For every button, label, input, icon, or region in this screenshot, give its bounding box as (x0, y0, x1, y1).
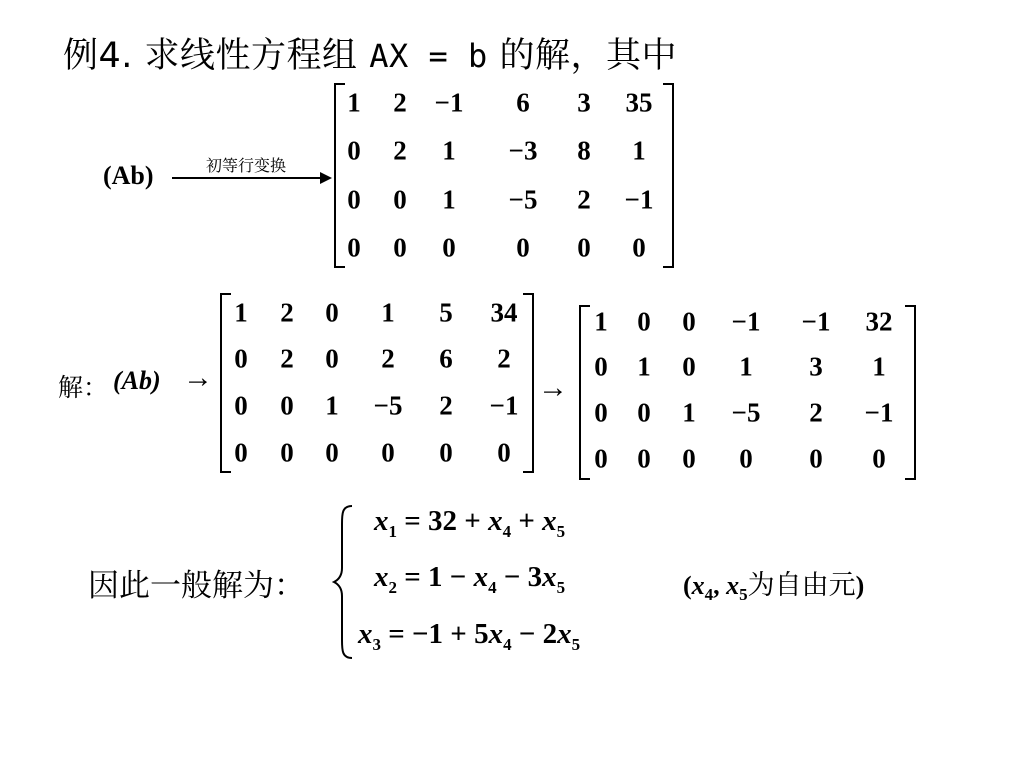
matrix-cell: 0 (234, 390, 248, 421)
matrix-cell: 3 (809, 351, 823, 382)
matrix-cell: 0 (637, 443, 651, 474)
matrix-cell: 1 (381, 297, 395, 328)
matrix-cell: 1 (594, 306, 608, 337)
matrix-cell: 1 (739, 351, 753, 382)
title-equation: AX = b (369, 37, 488, 75)
matrix-cell: −1 (731, 306, 761, 337)
matrix-cell: 1 (682, 397, 696, 428)
step1-matrix (334, 83, 674, 268)
step2-matrix-b (579, 305, 916, 480)
matrix-cell: 0 (872, 443, 886, 474)
matrix-cell: −1 (864, 397, 894, 428)
left-bracket (220, 293, 231, 473)
matrix-cell: 2 (577, 184, 591, 215)
matrix-cell: −5 (373, 390, 403, 421)
title-middle: 求线性方程组 (144, 36, 358, 76)
matrix-cell: 1 (872, 351, 886, 382)
equation-2: $x_2 = 1 - x_4 - 3x_5$ (374, 561, 566, 597)
matrix-cell: 0 (234, 437, 248, 468)
matrix-cell: 0 (325, 437, 339, 468)
matrix-cell: 0 (381, 437, 395, 468)
matrix-cell: 0 (516, 232, 530, 263)
step2-arrow-icon: → (183, 361, 213, 394)
matrix-cell: 0 (439, 437, 453, 468)
matrix-cell: 34 (490, 297, 518, 328)
matrix-cell: −1 (434, 87, 464, 118)
matrix-cell: 0 (347, 135, 361, 166)
matrix-cell: −3 (508, 135, 538, 166)
step2-arrow2-icon: → (538, 371, 568, 404)
matrix-cell: 0 (497, 437, 511, 468)
matrix-cell: 6 (439, 343, 453, 374)
matrix-cell: 3 (577, 87, 591, 118)
left-bracket (334, 83, 345, 268)
matrix-cell: 1 (347, 87, 361, 118)
matrix-cell: 0 (637, 306, 651, 337)
general-solution-label: 因此一般解为： (88, 568, 305, 604)
matrix-cell: −5 (508, 184, 538, 215)
step2-matrix-a (220, 293, 534, 473)
matrix-cell: 1 (632, 135, 646, 166)
solution-label: 解： (58, 373, 109, 402)
free-variable-note: ($x_4$, $x_5$为自由元) (683, 570, 865, 605)
matrix-cell: 0 (325, 297, 339, 328)
matrix-cell: 0 (809, 443, 823, 474)
matrix-cell: 1 (442, 184, 456, 215)
matrix-cell: −1 (489, 390, 519, 421)
matrix-cell: 0 (234, 343, 248, 374)
equation-1: $x_1 = 32 + x_4 + x_5$ (374, 505, 566, 541)
right-bracket (523, 293, 534, 473)
matrix-cell: 2 (280, 343, 294, 374)
matrix-cell: 6 (516, 87, 530, 118)
matrix-cell: 35 (625, 87, 653, 118)
matrix-cell: 0 (637, 397, 651, 428)
matrix-cell: 0 (325, 343, 339, 374)
matrix-cell: 5 (439, 297, 453, 328)
step1-arrow-label: 初等行变换 (206, 156, 287, 175)
matrix-cell: 0 (347, 232, 361, 263)
matrix-cell: 0 (632, 232, 646, 263)
matrix-cell: 0 (442, 232, 456, 263)
matrix-cell: 0 (739, 443, 753, 474)
left-brace-icon (332, 504, 356, 660)
matrix-cell: −5 (731, 397, 761, 428)
matrix-cell: 1 (325, 390, 339, 421)
matrix-cell: 32 (865, 306, 893, 337)
matrix-cell: 8 (577, 135, 591, 166)
right-bracket (663, 83, 674, 268)
matrix-cell: 2 (393, 87, 407, 118)
matrix-cell: 0 (280, 437, 294, 468)
matrix-cell: 2 (809, 397, 823, 428)
title-suffix: 的解，其中 (499, 36, 677, 76)
matrix-cell: 0 (594, 351, 608, 382)
matrix-cell: 2 (393, 135, 407, 166)
matrix-cell: 1 (234, 297, 248, 328)
matrix-cell: 0 (393, 232, 407, 263)
matrix-cell: 0 (393, 184, 407, 215)
matrix-cell: 1 (637, 351, 651, 382)
matrix-cell: −1 (801, 306, 831, 337)
matrix-cell: 0 (577, 232, 591, 263)
step1-lhs: (Ab) (103, 161, 154, 190)
matrix-cell: 2 (497, 343, 511, 374)
step1-arrow-line (172, 177, 322, 179)
equation-3: $x_3 = -1 + 5x_4 - 2x_5$ (358, 618, 581, 654)
step2-lhs: (Ab) (113, 366, 161, 395)
step1-arrow-head-icon (320, 172, 332, 184)
matrix-cell: 0 (280, 390, 294, 421)
matrix-cell: 2 (280, 297, 294, 328)
problem-title (63, 28, 677, 78)
matrix-cell: 0 (682, 306, 696, 337)
matrix-cell: 0 (682, 351, 696, 382)
left-bracket (579, 305, 590, 480)
matrix-cell: 0 (682, 443, 696, 474)
matrix-cell: 0 (347, 184, 361, 215)
matrix-cell: 0 (594, 397, 608, 428)
matrix-cell: 2 (439, 390, 453, 421)
title-prefix: 例4. (63, 36, 133, 76)
matrix-cell: 0 (594, 443, 608, 474)
matrix-cell: −1 (624, 184, 654, 215)
matrix-cell: 1 (442, 135, 456, 166)
right-bracket (905, 305, 916, 480)
matrix-cell: 2 (381, 343, 395, 374)
